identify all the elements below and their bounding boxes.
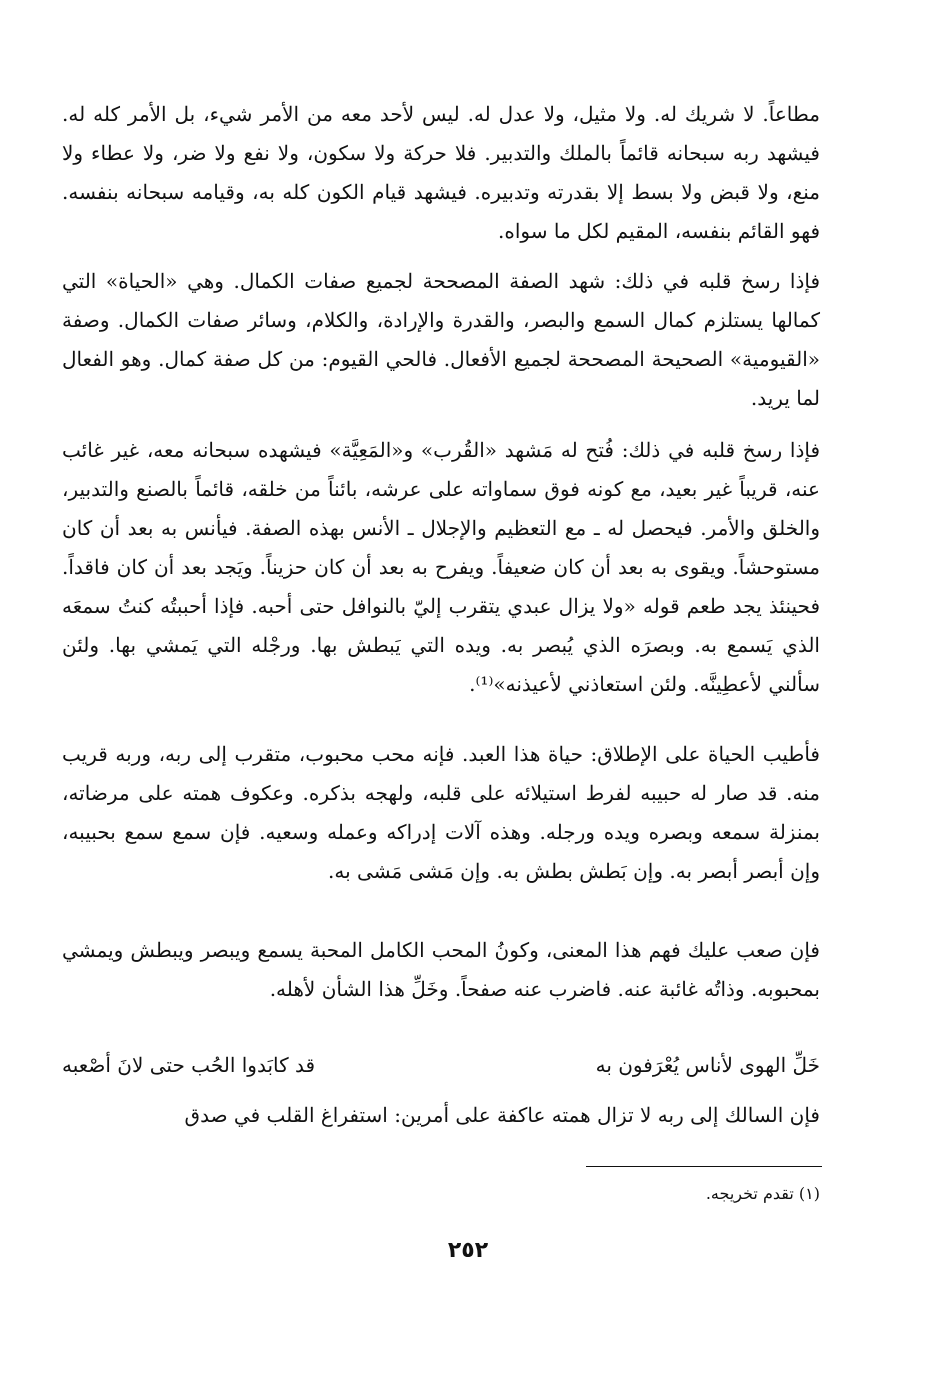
paragraph-5: فإن صعب عليك فهم هذا المعنى، وكونُ المحب الكامل المحبة يسمع ويبصر ويبطش ويمشي بمحبوبه. وذاتُه غائبة عنه. فاضرب عنه صفحاً. وخَلِّ هذا الشأن لأهله. bbox=[62, 938, 820, 1001]
page-number: ٢٥٢ bbox=[447, 1238, 489, 1263]
verse-first-hemistich: خَلِّ الهوى لأناس يُعْرَفون به bbox=[595, 1053, 820, 1077]
paragraph-3: فإذا رسخ قلبه في ذلك: فُتح له مَشهد «القُرب» و«المَعِيَّة» فيشهده سبحانه معه، غير غائب عنه، قريباً غير بعيد، مع كونه فوق سماواته على عرشه، بائناً من خلقه، قائماً بالصنع والتدبير، والخلق والأمر. فيحصل له ـ مع التعظيم والإجلال ـ الأنس بهذه الصفة. فيأنس به بعد أن كان مستوحشاً. ويقوى به بعد أن كان ضعيفاً. ويفرح به بعد أن كان حزيناً. ويَجد بعد أن كان فاقداً. فحينئذ يجد طعم قوله «ولا يزال عبدي يتقرب إليّ بالنوافل حتى أحبه. فإذا أحببتُه كنتُ سمعَه الذي يَسمع به. وبصرَه الذي يُبصر به. ويده التي يَبطش بها. ورجْله التي يَمشي بها. ولئن سألني لأعطِينَّه. ولئن استعاذني لأعيذنه»⁽¹⁾. bbox=[62, 438, 820, 696]
paragraph-2: فإذا رسخ قلبه في ذلك: شهد الصفة المصححة لجميع صفات الكمال. وهي «الحياة» التي كمالها يستلزم كمال السمع والبصر، والقدرة والإرادة، والكلام، وسائر صفات الكمال. وصفة «القيومية» الصحيحة المصححة لجميع الأفعال. فالحي القيوم: من كل صفة كمال. وهو الفعال لما يريد. bbox=[62, 269, 821, 410]
paragraph-6: فإن السالك إلى ربه لا تزال همته عاكفة على أمرين: استفراغ القلب في صدق bbox=[184, 1103, 820, 1127]
verse-second-hemistich: قد كابَدوا الحُب حتى لانَ أصْعبه bbox=[62, 1053, 316, 1077]
footnote: (١) تقدم تخريجه. bbox=[705, 1184, 820, 1203]
paragraph-4: فأطيب الحياة على الإطلاق: حياة هذا العبد. فإنه محب محبوب، متقرب إلى ربه، وربه قريب منه. قد صار له حبيبه لفرط استيلائه على قلبه، ولهجه بذكره. وعكوف همته على مرضاته، بمنزلة سمعه وبصره ويده ورجله. وهذه آلات إدراكه وعمله وسعيه. فإن سمع سمع بحبيبه، وإن أبصر أبصر به. وإن بَطش بطش به. وإن مَشى مَشى به. bbox=[62, 742, 820, 883]
footnote-separator bbox=[586, 1166, 822, 1167]
poetry-verse bbox=[62, 1046, 820, 1085]
paragraph-1: مطاعاً. لا شريك له. ولا مثيل، ولا عدل له. ليس لأحد معه من الأمر شيء، بل الأمر كله له. فيشهد ربه سبحانه قائماً بالملك والتدبير. فلا حركة ولا سكون، ولا نفع ولا ضر، ولا عطاء ولا منع، ولا قبض ولا بسط إلا بقدرته وتدبيره. فيشهد قيام الكون كله به، وقيامه سبحانه بنفسه. فهو القائم بنفسه، المقيم لكل ما سواه. bbox=[62, 102, 820, 243]
